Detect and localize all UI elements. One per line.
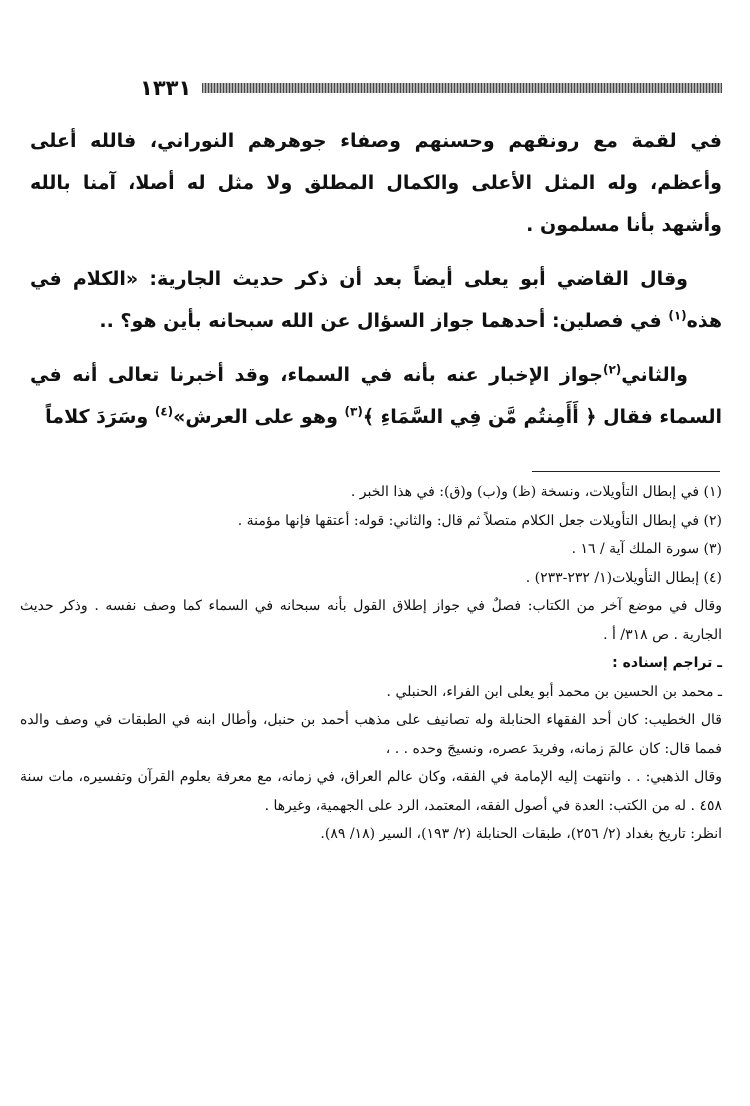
- main-text: [30, 120, 722, 450]
- main-paragraph-1: في لقمة مع رونقهم وحسنهم وصفاء جوهرهم النوراني، فالله أعلى وأعظم، وله المثل الأعلى والكمال المطلق ولا مثل له أصلا، آمنا بالله وأشهد بأنا مسلمون .: [30, 130, 722, 236]
- note-refs: انظر: تاريخ بغداد (٢/ ٢٥٦)، طبقات الحنابلة (٢/ ١٩٣)، السير (١٨/ ٨٩).: [320, 826, 722, 842]
- main-paragraph-2-text-b: في فصلين: أحدهما جواز السؤال عن الله سبحانه بأين هو؟ ..: [99, 310, 669, 332]
- main-paragraph-2: [30, 258, 722, 342]
- note-other-place: وقال في موضع آخر من الكتاب: فصلٌ في جواز إطلاق القول بأنه سبحانه في السماء كما وصف نفسه . وذكر حديث الجارية . ص ٣١٨/ أ .: [20, 598, 722, 643]
- main-paragraph-3-text-a: والثاني: [621, 364, 688, 386]
- footnote-ref-1[interactable]: (١): [668, 308, 687, 323]
- footnotes: [20, 478, 722, 849]
- footnote-ref-3[interactable]: (٣): [344, 404, 363, 419]
- footnote-3: (٣) سورة الملك آية / ١٦ .: [571, 541, 722, 557]
- note-person: ـ محمد بن الحسين بن محمد أبو يعلى ابن الفراء، الحنبلي .: [386, 683, 722, 700]
- main-paragraph-3-text-c: وهو على العرش»: [173, 406, 345, 428]
- note-dhahabi: وقال الذهبي: . . وانتهت إليه الإمامة في الفقه، وكان عالم العراق، في زمانه، مع معرفة بعلوم القرآن وتفسيره، مات سنة ٤٥٨ . له من الكتب: العدة في أصول الفقه، المعتمد، الرد على الجهمية، وغيرها .: [20, 769, 723, 814]
- page-header: [140, 72, 722, 104]
- header-rule: [202, 83, 722, 93]
- footnote-ref-4[interactable]: (٤): [154, 404, 174, 419]
- main-paragraph-3-text-b: جواز الإخبار عنه بأنه في السماء، وقد أخبرنا تعالى أنه في السماء فقال ﴿ أَأَمِنتُم مَّن فِي السَّمَاءِ ﴾: [30, 364, 722, 428]
- footnote-2: (٢) في إبطال التأويلات جعل الكلام متصلاً ثم قال: والثاني: قوله: أعتقها فإنها مؤمنة .: [237, 512, 722, 529]
- footnote-4: (٤) إبطال التأويلات(١/ ٢٣٢-٢٣٣) .: [525, 569, 722, 586]
- main-paragraph-3: [30, 354, 722, 438]
- footnote-separator: [532, 471, 720, 472]
- note-khatib: قال الخطيب: كان أحد الفقهاء الحنابلة وله تصانيف على مذهب أحمد بن حنبل، وأطال ابنه في الطبقات في وصف والده فمما قال: كان عالمَ زمانه، وفريدَ عصره، ونسيجَ وحده . . ،: [20, 712, 722, 757]
- footnote-ref-2[interactable]: (٢): [602, 362, 622, 377]
- main-paragraph-3-text-d: وسَرَدَ كلاماً: [45, 406, 155, 428]
- note-heading: ـ تراجم إسناده :: [612, 655, 722, 671]
- footnote-1: (١) في إبطال التأويلات، ونسخة (ظ) و(ب) و(ق): في هذا الخبر .: [350, 484, 722, 500]
- main-paragraph-2-text-a: وقال القاضي أبو يعلى أيضاً بعد أن ذكر حديث الجارية: «الكلام في هذه: [30, 268, 722, 332]
- page-number: ١٣٣١: [140, 76, 192, 100]
